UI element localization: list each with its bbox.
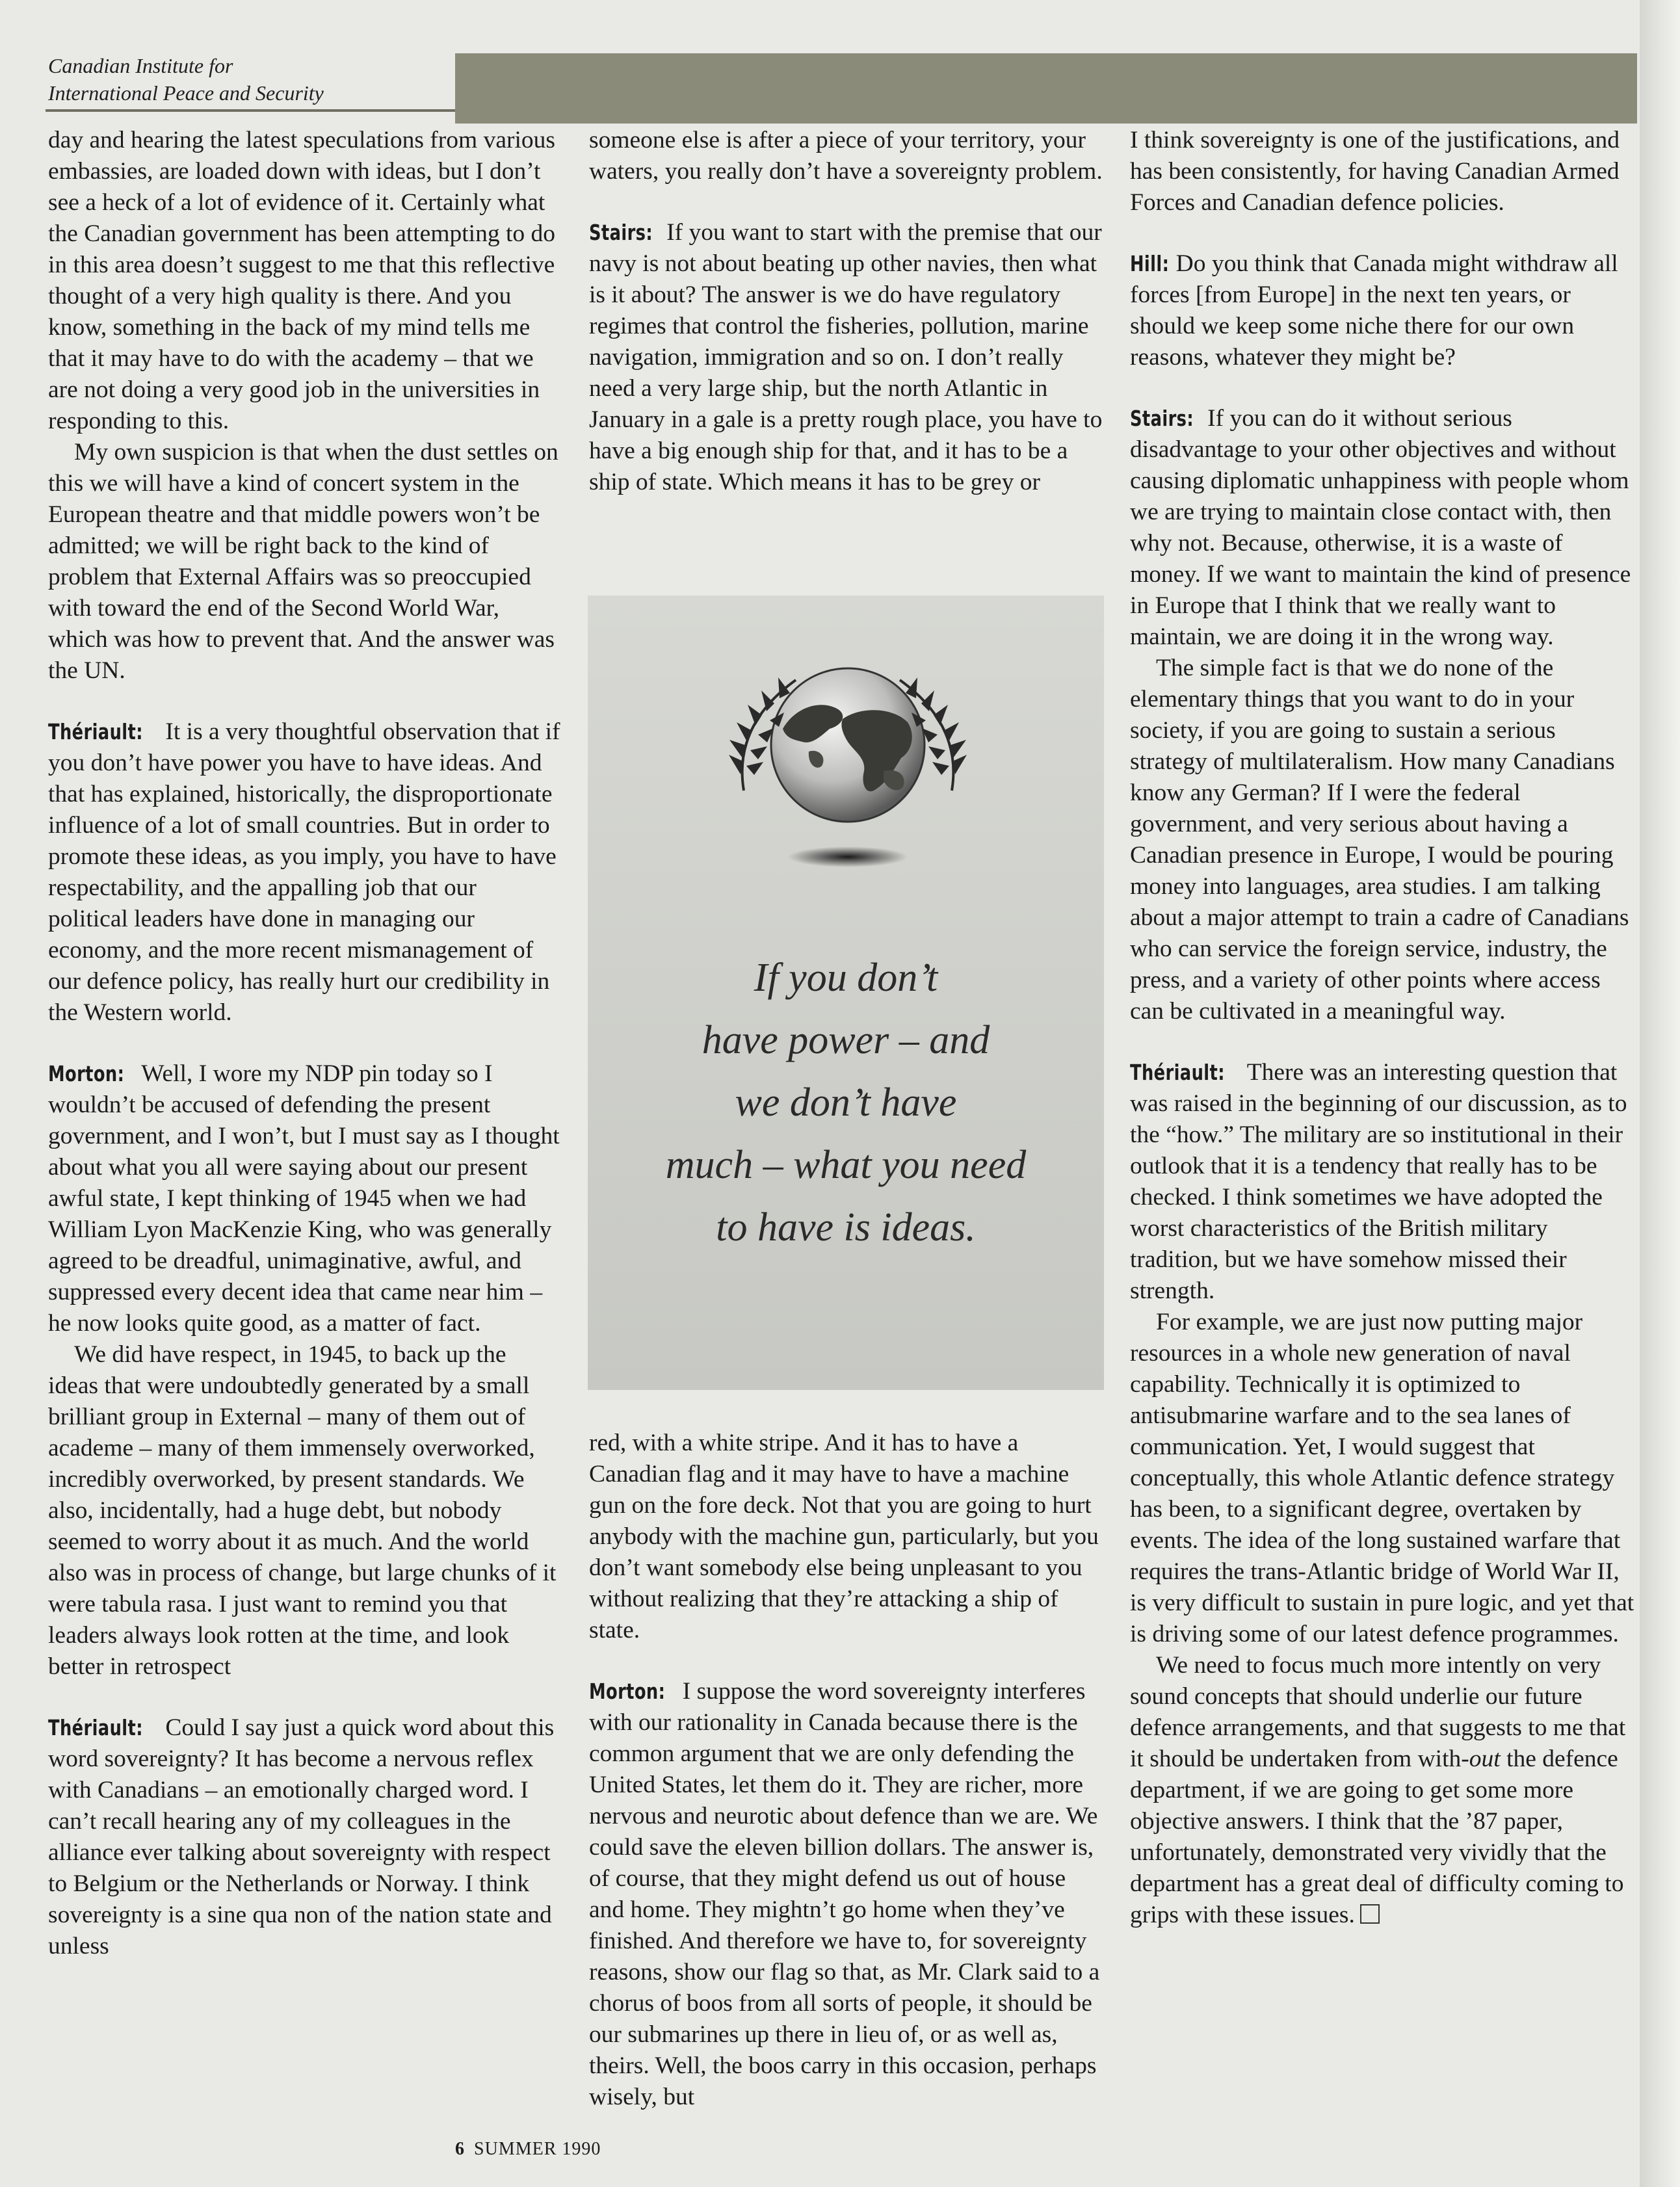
column-2-top [589, 125, 1103, 498]
end-mark-icon [1360, 1904, 1380, 1924]
paragraph: The simple fact is that we do none of the elementary things that you want to do in your society, if you are going to sustain a serious strategy of multilateralism. How many Canadians know any German? If I were the federal government, and very serious about having a Canadian presence in Europe, I would be pouring money into languages, area studies. I am talking about a major attempt to train a cadre of Canadians who can service the foreign service, industry, the press, and a variety of other points where access can be cultivated in a meaningful way. [1130, 655, 1629, 1025]
paragraph: Stairs: If you can do it without serious disadvantage to your other objectives and without causing diplomatic unhappiness with people whom we are trying to maintain close contact with, then why not. Because, otherwise, it is a waste of money. If we want to maintain the kind of presence in Europe that I think that we really want to maintain, we are doing it in the wrong way. [1130, 403, 1637, 653]
page-footer [455, 2139, 601, 2160]
pull-quote-line: have power – and [702, 1018, 990, 1062]
speaker-name: Morton: [48, 1061, 125, 1086]
paragraph: We did have respect, in 1945, to back up the ideas that were undoubtedly generated by a small brilliant group in External – many of them out of academe – many of them immensely overworked, incredibly overworked, by present standards. We also, incidentally, had a huge debt, but nobody seemed to worry about it as much. And the world also was in process of change, but large chunks of it were tabula rasa. I just want to remind you that leaders always look rotten at the time, and look better in retrospect [48, 1341, 557, 1680]
paragraph: day and hearing the latest speculations from various embassies, are loaded down with ideas, but I don’t see a heck of a lot of evidence of it. Certainly what the Canadian government has been attempting to do in this area doesn’t suggest to me that this reflective thought of a very high quality is there. And you know, something in the back of my mind tells me that it may have to do with the academy – that we are not doing a very good job in the universities in responding to this. [48, 127, 555, 434]
paragraph: Stairs: If you want to start with the premise that our navy is not about beating up other navies, then what is it about? The answer is we do have regulatory regimes that control the fisheries, pollution, marine navigation, immigration and so on. I don’t really need a very large ship, but the north Atlantic in January in a gale is a pretty rough place, you have to have a big enough ship for that, and it has to be a ship of state. Which means it has to be grey or [589, 217, 1103, 498]
paragraph: Hill: Do you think that Canada might withdraw all forces [from Europe] in the next ten years, or should we keep some niche there for our own reasons, whatever they might be? [1130, 248, 1637, 373]
publisher-line-1: Canadian Institute for [48, 54, 233, 77]
paragraph: Thériault: It is a very thoughtful observation that if you don’t have power you have to have ideas. And that has explained, historically, the disproportionate influence of a lot of small countries. But in order to promote these ideas, as you imply, you have to have respectability, and the appalling job that our political leaders have done in managing our economy, and the more recent mismanagement of our defence policy, has really hurt our credibility in the Western world. [48, 716, 562, 1028]
paragraph: someone else is after a piece of your territory, your waters, you really don’t have a sovereignty problem. [589, 127, 1103, 185]
pull-quote-line: to have is ideas. [716, 1205, 976, 1250]
pull-quote-line: If you don’t [754, 956, 938, 1000]
pull-quote-box [588, 596, 1104, 1390]
paragraph: red, with a white stripe. And it has to have a Canadian flag and it may have to have a machine gun on the fore deck. Not that you are going to hurt anybody with the machine gun, particularly, but you don’t want somebody else being unpleasant to you without realizing that they’re attacking a ship of state. [589, 1430, 1099, 1644]
paragraph: Thériault: Could I say just a quick word about this word sovereignty? It has become a nervous reflex with Canadians – an emotionally charged word. I can’t recall hearing any of my colleagues in the alliance ever talking about sovereignty with respect to Belgium or the Netherlands or Norway. I think sovereignty is a sine qua non of the nation state and unless [48, 1712, 562, 1962]
header-bar [455, 53, 1637, 124]
globe-laurel-illustration [588, 596, 1104, 921]
paragraph: I think sovereignty is one of the justifications, and has been consistently, for having Canadian Armed Forces and Canadian defence policies. [1130, 127, 1620, 216]
paragraph: My own suspicion is that when the dust settles on this we will have a kind of concert system in the European theatre and that middle powers won’t be admitted; we will be right back to the kind of problem that External Affairs was so preoccupied with toward the end of the Second World War, which was how to prevent that. And the answer was the UN. [48, 439, 558, 684]
issue-label: SUMMER 1990 [474, 2139, 601, 2159]
column-1 [48, 125, 562, 1962]
page-number: 6 [455, 2139, 465, 2159]
paragraph: Morton: Well, I wore my NDP pin today so I wouldn’t be accused of defending the present government, and I won’t, but I must say as I thought about what you all were saying about our present awful state, I kept thinking of 1945 when we had William Lyon MacKenzie King, who was generally agreed to be dreadful, unimaginative, awful, and suppressed every decent idea that came near him – he now looks quite good, as a matter of fact. [48, 1058, 562, 1339]
paragraph: Morton: I suppose the word sovereignty interferes with our rationality in Canada because there is the common argument that we are only defending the United States, let them do it. They are richer, more nervous and neurotic about defence than we are. We could save the eleven billion dollars. The answer is, of course, that they might defend us out of house and home. They mightn’t go home when they’ve finished. And therefore we have to, for sovereignty reasons, show our flag so that, as Mr. Clark said to a chorus of boos from all sorts of people, it should be our submarines up there in lieu of, or as well as, theirs. Well, the boos carry in this occasion, perhaps wisely, but [589, 1676, 1103, 2113]
speaker-name: Thériault: [48, 1715, 143, 1740]
column-3 [1130, 125, 1637, 1931]
speaker-name: Stairs: [589, 220, 653, 245]
pull-quote-line: much – what you need [665, 1143, 1027, 1187]
pull-quote-line: we don’t have [735, 1080, 957, 1125]
speaker-name: Thériault: [48, 719, 143, 744]
paragraph: For example, we are just now putting major resources in a whole new generation of naval capability. Technically it is optimized to antisubmarine warfare and to the sea lanes of communication. Yet, I would suggest that conceptually, this whole Atlantic defence strategy has been, to a significant degree, overtaken by events. The idea of the long sustained warfare that requires the trans-Atlantic bridge of World War II, is very difficult to sustain in pure logic, and yet that is driving some of our latest defence programmes. [1130, 1309, 1634, 1647]
speaker-name: Stairs: [1130, 406, 1194, 431]
speaker-name: Morton: [589, 1679, 666, 1704]
speaker-name: Hill: [1130, 251, 1170, 276]
paragraph: We need to focus much more intently on very sound concepts that should underlie our future defence arrangements, and that suggests to me that it should be undertaken from with-out the defence department, if we are going to get some more objective answers. I think that the ’87 paper, unfortunately, demonstrated very vividly that the department has a great deal of difficulty coming to grips with these issues. [1130, 1652, 1626, 1928]
header-rule [46, 109, 456, 112]
speaker-name: Thériault: [1130, 1060, 1225, 1085]
publisher-line-2: International Peace and Security [48, 81, 324, 105]
column-2-bottom [589, 1428, 1103, 2113]
page-edge [1640, 0, 1680, 2187]
paragraph: Thériault: There was an interesting question that was raised in the beginning of our discussion, as to the “how.” The military are so institutional in their outlook that it is a tendency that really has to be checked. I think sometimes we have adopted the worst characteristics of the British military tradition, but we have somehow missed their strength. [1130, 1057, 1637, 1307]
pull-quote [588, 947, 1104, 1259]
publisher-label [48, 52, 458, 111]
